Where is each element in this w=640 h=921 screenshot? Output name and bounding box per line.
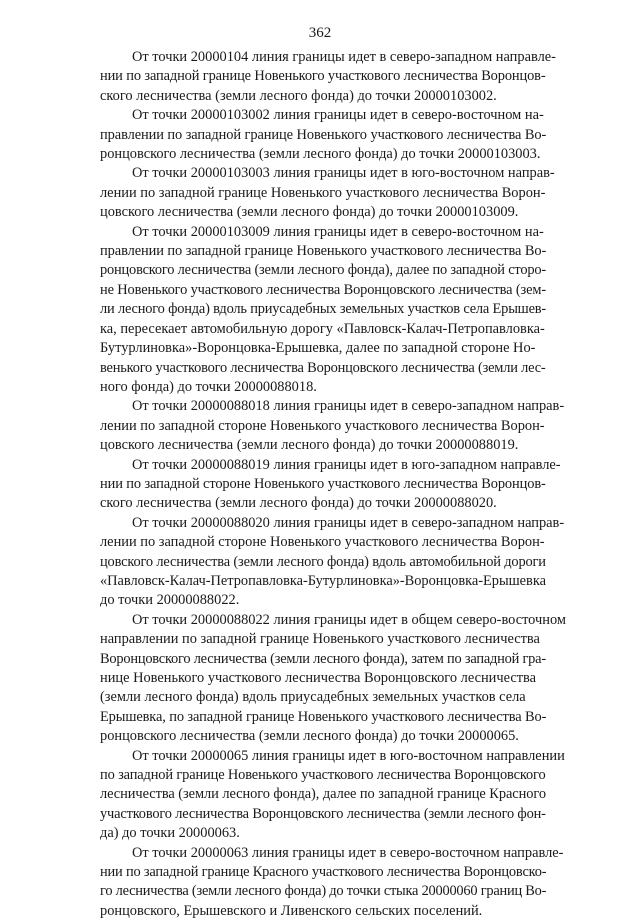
text-line: От точки 20000088020 линия границы идет в северо-западном направ- <box>132 514 565 531</box>
document-body <box>100 48 578 921</box>
text-line: Бутурлиновка»-Воронцовка-Ерышевка, далее по западной стороне Но- <box>100 340 536 357</box>
text-line: лении по западной стороне Новенького участкового лесничества Ворон- <box>100 417 545 434</box>
text-line: го лесничества (земли лесного фонда) до точки стыка 20000060 границ Во- <box>100 883 547 900</box>
text-line: От точки 20000103002 линия границы идет в северо-восточном на- <box>132 107 544 124</box>
text-line: От точки 20000088019 линия границы идет в юго-западном направле- <box>132 456 561 473</box>
paragraph <box>100 514 578 611</box>
text-line: От точки 20000103003 линия границы идет в юго-восточном направ- <box>132 165 555 182</box>
text-line: нии по западной границе Новенького участкового лесничества Воронцов- <box>100 68 546 85</box>
text-line: От точки 20000103009 линия границы идет в северо-восточном на- <box>132 223 544 240</box>
text-line: ка, пересекает автомобильную дорогу «Павловск-Калач-Петропавловка- <box>100 320 545 337</box>
paragraph <box>100 747 578 844</box>
paragraph <box>100 456 578 514</box>
text-line: От точки 20000104 линия границы идет в северо-западном направле- <box>132 49 556 65</box>
paragraph <box>100 106 578 164</box>
text-line: От точки 20000063 линия границы идет в северо-восточном направле- <box>132 844 564 861</box>
text-line: ли лесного фонда) вдоль приусадебных земельных участков села Ерышев- <box>100 301 547 318</box>
page-number: 362 <box>308 25 332 41</box>
text-line: ного фонда) до точки 20000088018. <box>100 378 317 395</box>
text-line: цовского лесничества (земли лесного фонда) вдоль автомобильной дороги <box>100 553 546 570</box>
text-line: лесничества (земли лесного фонда), далее по западной границе Красного <box>100 786 547 803</box>
text-line: не Новенького участкового лесничества Воронцовского лесничества (зем- <box>100 281 546 298</box>
text-line: направлении по западной границе Новенького участкового лесничества <box>100 631 540 648</box>
text-line: венького участкового лесничества Воронцовского лесничества (земли лес- <box>100 359 546 376</box>
paragraph <box>100 223 578 398</box>
paragraph <box>100 611 578 747</box>
paragraph <box>100 844 578 921</box>
text-line: ронцовского лесничества (земли лесного фонда) до точки 20000103003. <box>100 146 541 163</box>
paragraph <box>100 397 578 455</box>
text-line: лении по западной стороне Новенького участкового лесничества Ворон- <box>100 534 545 551</box>
text-line: нице Новенького участкового лесничества Воронцовского лесничества <box>100 670 537 686</box>
text-line: От точки 20000088018 линия границы идет в северо-западном направ- <box>132 398 565 415</box>
text-line: нии по западной границе Красного участкового лесничества Воронцовско- <box>100 864 547 881</box>
text-line: ского лесничества (земли лесного фонда) до точки 20000088020. <box>100 495 497 512</box>
text-line: правлении по западной границе Новенького участкового лесничества Во- <box>100 126 547 143</box>
paragraph <box>100 48 578 106</box>
paragraph <box>100 164 578 222</box>
text-line: Воронцовского лесничества (земли лесного фонда), затем по западной гра- <box>100 650 546 667</box>
text-line: по западной границе Новенького участкового лесничества Воронцовского <box>100 767 546 784</box>
text-line: Ерышевка, по западной границе Новенького участкового лесничества Во- <box>100 708 547 725</box>
text-line: нии по западной стороне Новенького участкового лесничества Воронцов- <box>100 475 546 492</box>
text-line: От точки 20000088022 линия границы идет в общем северо-восточном <box>132 611 566 628</box>
text-line: до точки 20000088022. <box>100 592 240 609</box>
text-line: ронцовского лесничества (земли лесного фонда) до точки 20000065. <box>100 728 519 745</box>
text-line: ронцовского лесничества (земли лесного фонда), далее по западной сторо- <box>100 262 546 279</box>
text-line: От точки 20000065 линия границы идет в юго-восточном направлении <box>132 747 565 764</box>
text-line: (земли лесного фонда) вдоль приусадебных земельных участков села <box>100 689 526 706</box>
text-line: цовского лесничества (земли лесного фонда) до точки 20000088019. <box>100 437 519 454</box>
text-line: правлении по западной границе Новенького участкового лесничества Во- <box>100 243 547 260</box>
text-line: лении по западной границе Новенького участкового лесничества Ворон- <box>100 184 546 201</box>
text-line: участкового лесничества Воронцовского лесничества (земли лесного фон- <box>100 805 546 822</box>
text-line: да) до точки 20000063. <box>100 825 240 842</box>
text-line: ронцовского, Ерышевского и Ливенского сельских поселений. <box>100 902 483 919</box>
text-line: «Павловск-Калач-Петропавловка-Бутурлиновка»-Воронцовка-Ерышевка <box>100 572 546 589</box>
text-line: цовского лесничества (земли лесного фонда) до точки 20000103009. <box>100 204 519 221</box>
text-line: ского лесничества (земли лесного фонда) до точки 20000103002. <box>100 87 497 104</box>
